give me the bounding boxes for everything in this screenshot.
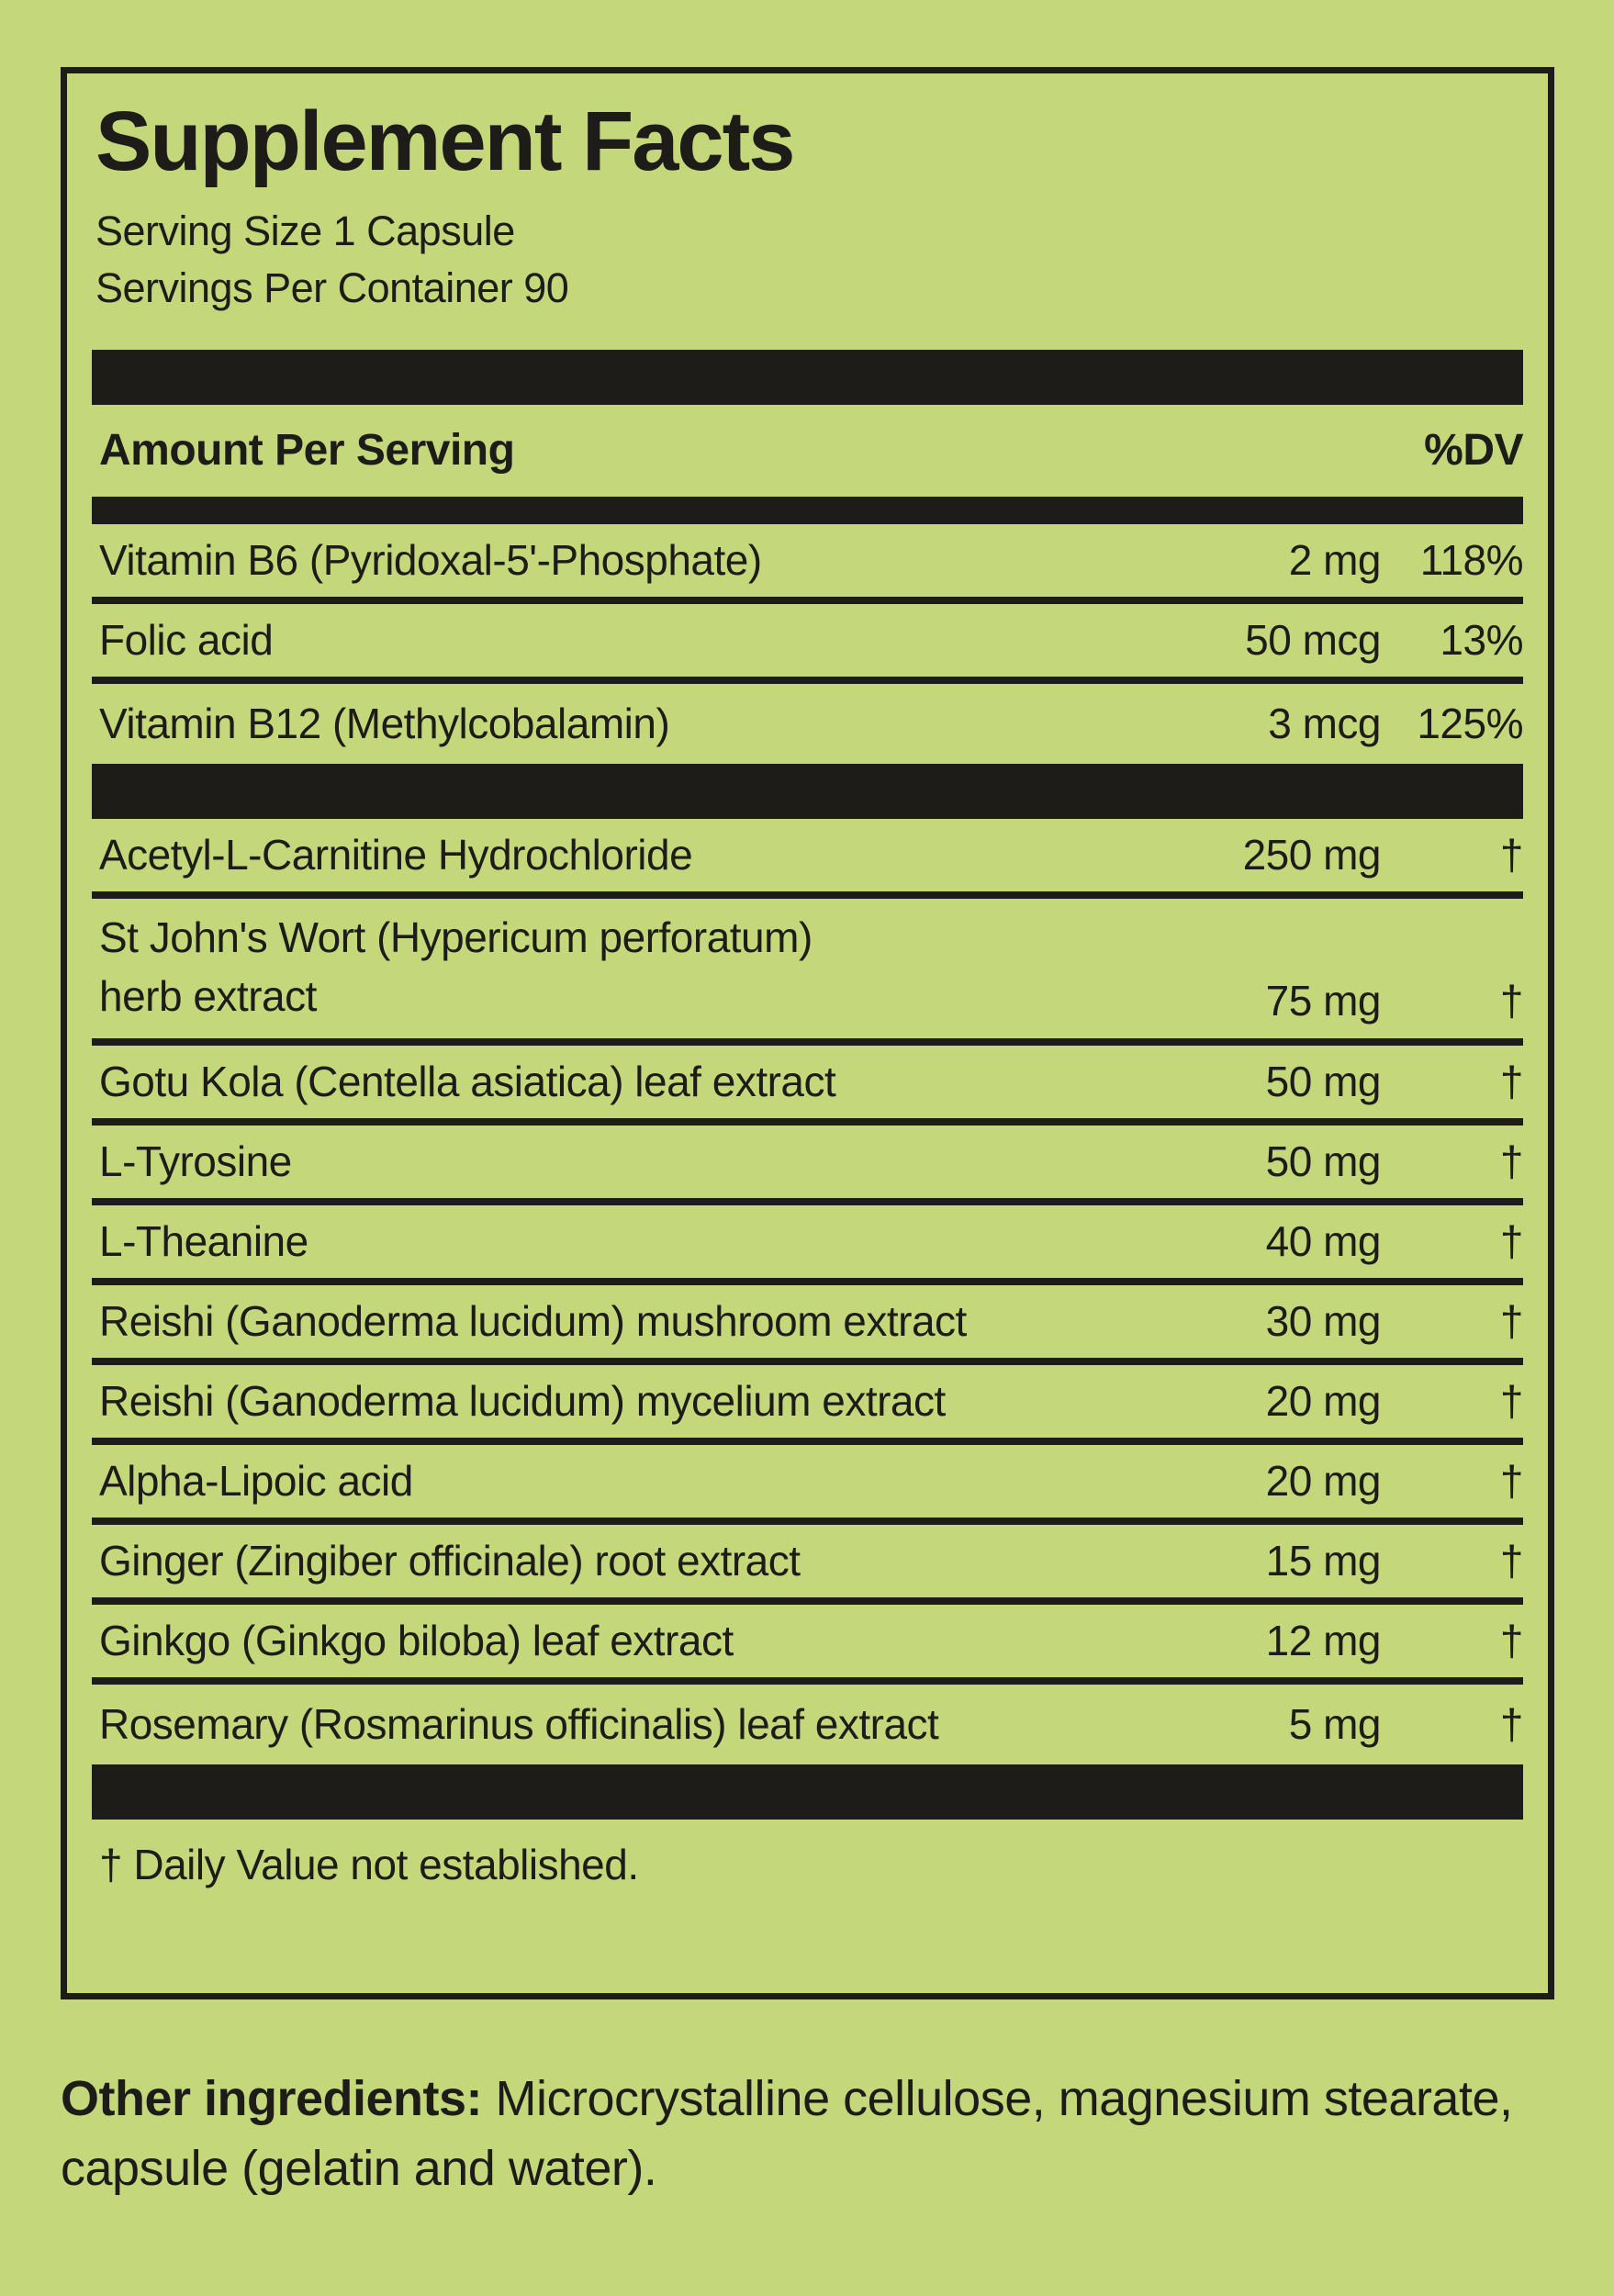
- row-folic-acid: [92, 604, 1523, 684]
- amount-per-serving-label: Amount Per Serving: [99, 426, 515, 476]
- ingredient-amount: 75 mg: [1265, 976, 1381, 1025]
- ingredient-name: Vitamin B12 (Methylcobalamin): [99, 700, 670, 748]
- row-vitamin-b6: [92, 524, 1523, 604]
- row-ginger: [92, 1525, 1523, 1605]
- separator-bar-bottom: [92, 1764, 1523, 1820]
- row-reishi-mycelium: [92, 1365, 1523, 1445]
- ingredient-amount: 2 mg: [1288, 536, 1381, 585]
- row-st-johns-wort: [92, 899, 1523, 1046]
- ingredient-dv: †: [1499, 1377, 1523, 1426]
- ingredient-dv: †: [1499, 1297, 1523, 1346]
- ingredient-dv: †: [1499, 1457, 1523, 1506]
- ingredient-name-line2: herb extract: [99, 971, 317, 1020]
- ingredient-amount: 15 mg: [1265, 1537, 1381, 1585]
- ingredient-name: Alpha-Lipoic acid: [99, 1457, 413, 1506]
- ingredient-amount: 50 mg: [1265, 1137, 1381, 1186]
- row-l-theanine: [92, 1205, 1523, 1285]
- ingredient-dv: †: [1499, 1617, 1523, 1665]
- ingredient-dv: 118%: [1419, 536, 1523, 585]
- separator-bar-header: [92, 497, 1523, 524]
- ingredient-amount: 30 mg: [1265, 1297, 1381, 1346]
- other-ingredients-label: Other ingredients:: [61, 2071, 483, 2126]
- other-ingredients-text: Microcrystalline cellulose, magnesium stearate, capsule (gelatin and water).: [61, 2071, 1513, 2196]
- ingredient-amount: 40 mg: [1265, 1217, 1381, 1266]
- row-vitamin-b12: [92, 684, 1523, 764]
- serving-size-line: Serving Size 1 Capsule: [95, 207, 515, 254]
- row-acetyl-l-carnitine: [92, 819, 1523, 899]
- separator-bar-middle: [92, 764, 1523, 819]
- ingredient-dv: †: [1499, 1700, 1523, 1749]
- ingredient-dv: 13%: [1440, 616, 1523, 665]
- ingredient-amount: 20 mg: [1265, 1377, 1381, 1426]
- ingredient-dv: 125%: [1417, 700, 1523, 748]
- ingredient-name: Rosemary (Rosmarinus officinalis) leaf extract: [99, 1700, 939, 1749]
- ingredient-name: Reishi (Ganoderma lucidum) mushroom extract: [99, 1297, 967, 1346]
- other-ingredients: [61, 2064, 1575, 2203]
- ingredient-amount: 50 mcg: [1245, 616, 1381, 665]
- row-l-tyrosine: [92, 1126, 1523, 1205]
- row-gotu-kola: [92, 1046, 1523, 1126]
- ingredient-name: Reishi (Ganoderma lucidum) mycelium extract: [99, 1377, 946, 1426]
- ingredient-dv: †: [1499, 1217, 1523, 1266]
- ingredient-dv: †: [1499, 831, 1523, 879]
- ingredient-amount: 3 mcg: [1268, 700, 1381, 748]
- row-rosemary: [92, 1685, 1523, 1764]
- ingredient-name: Vitamin B6 (Pyridoxal-5'-Phosphate): [99, 536, 762, 585]
- percent-dv-label: %DV: [1424, 426, 1523, 476]
- ingredient-dv: †: [1499, 1058, 1523, 1106]
- ingredient-name: L-Theanine: [99, 1217, 308, 1266]
- dv-footnote: † Daily Value not established.: [99, 1840, 639, 1888]
- ingredient-amount: 12 mg: [1265, 1617, 1381, 1665]
- servings-per-container-line: Servings Per Container 90: [95, 263, 569, 311]
- ingredient-dv: †: [1499, 1137, 1523, 1186]
- ingredient-name: Gotu Kola (Centella asiatica) leaf extract: [99, 1058, 836, 1106]
- supplement-facts-panel: [61, 67, 1554, 1999]
- column-header-row: [92, 405, 1523, 497]
- ingredient-amount: 20 mg: [1265, 1457, 1381, 1506]
- ingredient-amount: 250 mg: [1242, 831, 1381, 879]
- ingredient-name: Folic acid: [99, 616, 274, 665]
- row-reishi-mushroom: [92, 1285, 1523, 1365]
- ingredient-name: [92, 908, 1160, 1025]
- ingredient-amount: 5 mg: [1288, 1700, 1381, 1749]
- row-ginkgo: [92, 1605, 1523, 1685]
- ingredient-amount: 50 mg: [1265, 1058, 1381, 1106]
- ingredient-name: Acetyl-L-Carnitine Hydrochloride: [99, 831, 693, 879]
- ingredient-name: Ginger (Zingiber officinale) root extract: [99, 1537, 801, 1585]
- separator-bar-top: [92, 350, 1523, 405]
- ingredient-name: Ginkgo (Ginkgo biloba) leaf extract: [99, 1617, 734, 1665]
- ingredient-dv: †: [1499, 1537, 1523, 1585]
- ingredient-name: L-Tyrosine: [99, 1137, 292, 1186]
- ingredient-name-line1: St John's Wort (Hypericum perforatum): [99, 913, 813, 961]
- panel-title: Supplement Facts: [95, 95, 794, 188]
- ingredient-dv: †: [1499, 976, 1523, 1025]
- row-alpha-lipoic-acid: [92, 1445, 1523, 1525]
